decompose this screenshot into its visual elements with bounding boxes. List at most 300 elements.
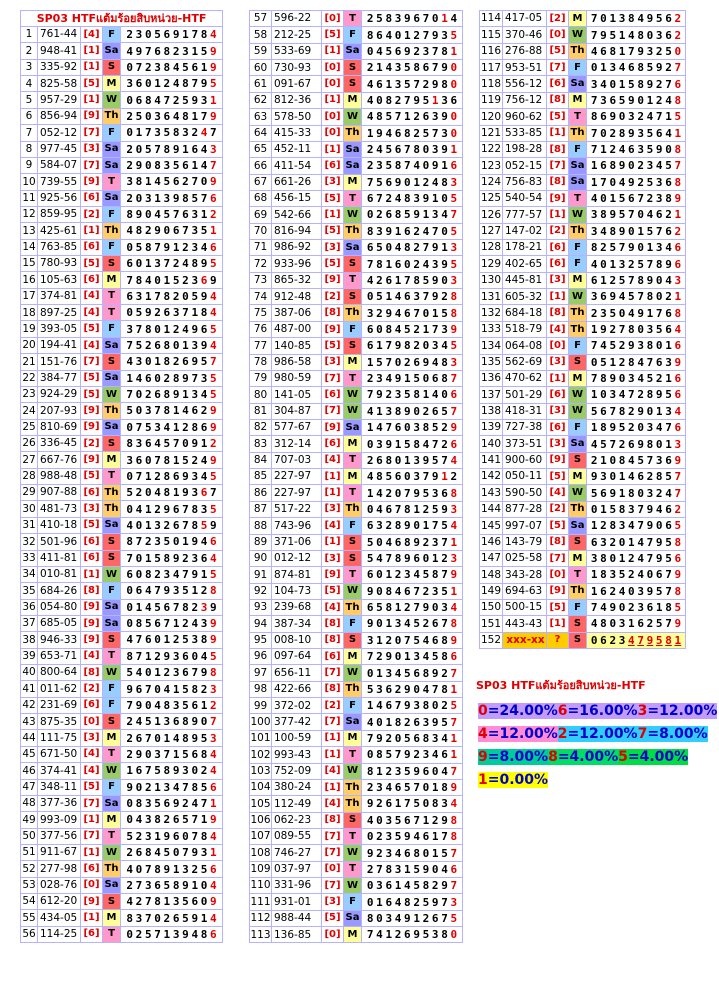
- bracket-digit: [7]: [322, 878, 344, 894]
- table-row: [250, 927, 463, 943]
- digit: 3: [431, 731, 439, 745]
- draw-number: 114-25: [38, 926, 81, 942]
- row-index: 116: [480, 43, 503, 59]
- draw-number: 707-03: [272, 452, 322, 468]
- digit: 3: [191, 633, 199, 647]
- digit-sequence: [362, 583, 463, 599]
- digit-sequence: [587, 321, 686, 337]
- digit: 3: [655, 175, 663, 189]
- digit: 8: [210, 584, 217, 598]
- digit: 0: [618, 535, 626, 549]
- bracket-digit: [1]: [547, 616, 569, 632]
- row-index: 120: [480, 109, 503, 125]
- bracket-digit: [6]: [81, 485, 103, 501]
- digit: 6: [413, 552, 420, 566]
- digit: 8: [163, 289, 171, 303]
- digit: 9: [210, 60, 217, 74]
- digit: 0: [637, 208, 644, 222]
- digit-sequence: [121, 566, 223, 582]
- digit: 9: [431, 895, 439, 909]
- digit: 2: [422, 77, 430, 91]
- day-badge: F: [569, 60, 587, 76]
- row-index: 141: [480, 452, 503, 468]
- table-row: [21, 305, 223, 321]
- digit: 3: [385, 911, 393, 925]
- digit: 5: [422, 895, 430, 909]
- digit: 4: [637, 12, 644, 26]
- digit: 5: [385, 110, 393, 124]
- digit: 8: [200, 28, 208, 42]
- digit: 5: [404, 323, 411, 336]
- bracket-digit: [0]: [322, 125, 344, 141]
- digit: 5: [144, 617, 152, 631]
- row-index: 112: [250, 910, 272, 926]
- digit: 1: [191, 878, 199, 892]
- table-row: [250, 583, 463, 599]
- draw-number: 812-36: [272, 92, 322, 108]
- digit: 1: [200, 208, 208, 222]
- digit: 8: [144, 93, 152, 107]
- digit-sequence: [121, 108, 223, 124]
- digit: 1: [144, 289, 152, 303]
- digit-sequence: [587, 632, 686, 648]
- table-row: [480, 60, 686, 76]
- digit: 7: [376, 192, 383, 206]
- digit: 0: [126, 584, 133, 598]
- digit: 0: [366, 290, 374, 304]
- day-badge: T: [344, 828, 362, 844]
- digit: 7: [200, 109, 208, 123]
- digit: 7: [618, 323, 626, 336]
- digit: 3: [655, 453, 663, 467]
- digit: 9: [135, 747, 143, 761]
- draw-number: 730-93: [272, 60, 322, 76]
- digit: 2: [404, 715, 411, 729]
- digit: 4: [182, 322, 189, 336]
- digit: 0: [366, 879, 374, 893]
- row-index: 110: [250, 878, 272, 894]
- digit: 9: [646, 273, 654, 287]
- digit: 0: [646, 28, 654, 42]
- draw-number: 372-02: [272, 698, 322, 714]
- digit: 7: [210, 486, 217, 500]
- digit: 4: [422, 650, 430, 664]
- day-badge: F: [103, 697, 121, 713]
- draw-number: 761-44: [38, 27, 81, 43]
- digit: 5: [163, 208, 171, 222]
- digit: 1: [210, 93, 217, 107]
- bracket-digit: [8]: [322, 681, 344, 697]
- digit: 1: [646, 93, 654, 107]
- digit: 6: [674, 552, 682, 566]
- stat-percent: =4.00%: [627, 749, 689, 765]
- table-row: [480, 599, 686, 615]
- table-row: [480, 27, 686, 43]
- digit: 0: [376, 911, 383, 925]
- digit: 3: [441, 126, 448, 140]
- table-row: [250, 354, 463, 370]
- digit: 5: [646, 372, 654, 386]
- digit: 0: [191, 649, 199, 663]
- digit: 1: [163, 731, 171, 745]
- digit: 4: [200, 453, 208, 467]
- bracket-digit: [5]: [322, 27, 344, 43]
- digit: 7: [646, 535, 654, 549]
- digit-sequence: [362, 616, 463, 632]
- digit: 4: [376, 928, 383, 942]
- digit: 0: [431, 699, 439, 713]
- digit: 3: [646, 323, 654, 336]
- table-row: [250, 845, 463, 861]
- results-table-col2: [249, 10, 463, 943]
- digit: 4: [394, 323, 402, 336]
- digit-sequence: [362, 305, 463, 321]
- digit: 9: [404, 44, 411, 58]
- digit: 1: [590, 323, 598, 336]
- digit: 7: [609, 404, 617, 418]
- row-index: 115: [480, 27, 503, 43]
- digit: 5: [609, 339, 617, 353]
- digit-sequence: [121, 125, 223, 141]
- draw-number: 960-62: [503, 109, 547, 125]
- bracket-digit: [1]: [322, 747, 344, 763]
- draw-number: 727-38: [503, 419, 547, 435]
- digit: 1: [163, 927, 171, 941]
- draw-number: 374-41: [38, 763, 81, 779]
- digit: 2: [366, 453, 374, 467]
- digit: 5: [200, 44, 208, 58]
- digit: 0: [422, 372, 430, 386]
- draw-number: 859-95: [38, 206, 81, 222]
- digit: 5: [182, 93, 189, 107]
- digit: 9: [200, 257, 208, 271]
- digit: 0: [637, 421, 644, 435]
- row-index: 129: [480, 256, 503, 272]
- digit: 3: [135, 355, 143, 369]
- digit: 3: [431, 535, 439, 549]
- day-badge: Sa: [103, 877, 121, 893]
- digit: 6: [200, 322, 208, 336]
- digit: 2: [600, 241, 607, 255]
- digit: 4: [366, 77, 374, 91]
- digit: 9: [404, 748, 411, 762]
- table-row: [21, 288, 223, 304]
- day-badge: T: [344, 370, 362, 386]
- digit: 8: [646, 388, 654, 402]
- table-row: [250, 469, 463, 485]
- digit: 6: [135, 764, 143, 778]
- digit: 9: [674, 355, 682, 369]
- day-badge: S: [103, 256, 121, 272]
- stat-line: [476, 724, 710, 745]
- digit: 2: [126, 846, 133, 860]
- day-badge: F: [103, 206, 121, 222]
- digit: 3: [191, 240, 199, 254]
- digit: 0: [450, 928, 458, 942]
- digit: 8: [385, 453, 393, 467]
- digit: 9: [126, 780, 133, 794]
- table-row: [21, 435, 223, 451]
- table-row: [250, 779, 463, 795]
- table-row: [480, 272, 686, 288]
- table-row: [21, 681, 223, 697]
- digit: 0: [144, 698, 152, 712]
- digit: 6: [135, 682, 143, 696]
- stat-digit: 7: [637, 726, 648, 742]
- digit: 8: [144, 240, 152, 254]
- day-badge: W: [344, 109, 362, 125]
- digit: 1: [609, 257, 617, 271]
- draw-number: 276-88: [503, 43, 547, 59]
- digit: 9: [172, 28, 180, 42]
- draw-number: 948-41: [38, 43, 81, 59]
- digit-sequence: [362, 223, 463, 239]
- row-index: 100: [250, 714, 272, 730]
- digit: 8: [135, 797, 143, 811]
- digit: 2: [674, 502, 682, 516]
- digit: 9: [404, 12, 411, 26]
- digit: 6: [135, 77, 143, 91]
- digit: 5: [366, 535, 374, 549]
- digit: 4: [441, 731, 448, 745]
- digit: 0: [394, 486, 402, 500]
- digit: 3: [126, 77, 133, 91]
- digit: 4: [394, 846, 402, 860]
- digit: 8: [404, 502, 411, 516]
- digit: 3: [172, 649, 180, 663]
- digit: 0: [144, 486, 152, 500]
- day-badge: Th: [103, 403, 121, 419]
- day-badge: Th: [344, 125, 362, 141]
- digit-sequence: [121, 92, 223, 108]
- digit: 4: [637, 355, 644, 369]
- table-row: [250, 240, 463, 256]
- bracket-digit: [3]: [322, 501, 344, 517]
- digit: 3: [191, 469, 199, 483]
- digit: 4: [163, 420, 171, 434]
- table-row: [250, 190, 463, 206]
- draw-number: 304-87: [272, 403, 322, 419]
- digit: 3: [441, 93, 448, 107]
- digit: 7: [126, 339, 133, 352]
- digit-sequence: [587, 419, 686, 435]
- day-badge: S: [344, 812, 362, 828]
- digit: 8: [200, 306, 208, 320]
- bracket-digit: ?: [547, 632, 569, 648]
- digit: 8: [135, 224, 143, 238]
- day-badge: M: [569, 550, 587, 566]
- bracket-digit: [9]: [322, 419, 344, 435]
- bracket-digit: [1]: [547, 289, 569, 305]
- digit: 8: [637, 28, 644, 42]
- digit: 3: [182, 862, 189, 876]
- digit: 9: [404, 830, 411, 844]
- draw-number: 816-94: [272, 223, 322, 239]
- digit: 1: [590, 584, 598, 598]
- digit: 0: [637, 486, 644, 500]
- draw-number: 434-05: [38, 910, 81, 926]
- digit: 7: [404, 273, 411, 287]
- draw-number: 141-05: [272, 387, 322, 403]
- digit: 6: [674, 257, 682, 271]
- digit: 1: [441, 470, 448, 484]
- digit: 9: [655, 552, 663, 566]
- digit: 9: [182, 469, 189, 483]
- digit: 1: [600, 61, 607, 75]
- table-row: [250, 567, 463, 583]
- digit: 1: [441, 159, 448, 173]
- digit: 3: [172, 698, 180, 712]
- table-row: [250, 828, 463, 844]
- digit: 6: [590, 273, 598, 287]
- stat-percent: =12.00%: [647, 703, 718, 719]
- table-row: [250, 436, 463, 452]
- day-badge: M: [344, 436, 362, 452]
- digit: 0: [135, 257, 143, 271]
- day-badge: S: [103, 435, 121, 451]
- digit: 5: [590, 404, 598, 418]
- digit: 0: [609, 453, 617, 467]
- digit: 9: [618, 159, 626, 173]
- digit: 6: [385, 895, 393, 909]
- digit: 8: [413, 273, 420, 287]
- digit: 1: [394, 224, 402, 238]
- digit: 1: [413, 502, 420, 516]
- digit: 5: [135, 240, 143, 254]
- day-badge: S: [103, 534, 121, 550]
- digit: 3: [450, 241, 458, 255]
- digit: 3: [163, 715, 171, 729]
- digit: 9: [637, 404, 644, 418]
- digit-sequence: [587, 436, 686, 452]
- digit: 8: [182, 715, 189, 729]
- row-index: 127: [480, 223, 503, 239]
- digit: 7: [450, 764, 458, 778]
- digit: 1: [450, 44, 458, 58]
- row-index: 38: [21, 632, 38, 648]
- digit-sequence: [121, 812, 223, 828]
- digit: 1: [200, 568, 208, 582]
- digit: 7: [394, 748, 402, 762]
- digit: 1: [163, 273, 171, 287]
- draw-number: 331-96: [272, 878, 322, 894]
- digit: 0: [674, 44, 682, 58]
- digit: 8: [609, 224, 617, 238]
- digit-sequence: [587, 174, 686, 190]
- digit: 3: [385, 830, 393, 844]
- digit: 9: [655, 388, 663, 402]
- bracket-digit: [5]: [322, 256, 344, 272]
- bracket-digit: [7]: [81, 828, 103, 844]
- digit: 0: [376, 617, 383, 631]
- bracket-digit: [5]: [81, 256, 103, 272]
- draw-number: 517-22: [272, 501, 322, 517]
- bracket-digit: [1]: [322, 469, 344, 485]
- row-index: 86: [250, 485, 272, 501]
- digit: 6: [590, 535, 598, 549]
- digit: 4: [135, 715, 143, 729]
- stat-item: [548, 749, 618, 765]
- digit: 9: [646, 77, 654, 91]
- digit: 0: [628, 584, 635, 598]
- digit: 9: [450, 323, 458, 336]
- digit: 9: [191, 731, 199, 745]
- draw-number: 977-45: [38, 141, 81, 157]
- digit: 1: [450, 731, 458, 745]
- digit: 6: [600, 486, 607, 500]
- digit: 9: [394, 175, 402, 189]
- table-row: [480, 469, 686, 485]
- digit: 6: [191, 698, 199, 712]
- digit: 0: [441, 273, 448, 287]
- digit: 7: [385, 339, 393, 353]
- digit: 8: [163, 142, 171, 156]
- digit: 1: [600, 273, 607, 287]
- digit: 4: [210, 306, 217, 320]
- digit: 2: [590, 306, 598, 320]
- digit: 1: [674, 290, 682, 304]
- digit: 1: [450, 143, 458, 157]
- digit: 9: [637, 44, 644, 58]
- table-row: [21, 730, 223, 746]
- digit: 1: [210, 846, 217, 860]
- digit: 3: [609, 388, 617, 402]
- digit: 8: [609, 44, 617, 58]
- digit: 9: [441, 257, 448, 271]
- digit: 1: [154, 666, 161, 680]
- digit: 0: [154, 371, 161, 385]
- digit: 8: [441, 372, 448, 386]
- row-index: 85: [250, 469, 272, 485]
- digit: 1: [413, 911, 420, 925]
- digit: 0: [126, 126, 133, 140]
- row-index: 128: [480, 240, 503, 256]
- digit: 1: [200, 437, 208, 451]
- digit: 4: [376, 44, 383, 58]
- digit-sequence: [362, 763, 463, 779]
- day-badge: Sa: [569, 436, 587, 452]
- digit: 6: [655, 568, 663, 582]
- row-index: 113: [250, 927, 272, 943]
- table-row: [21, 386, 223, 402]
- digit: 3: [376, 682, 383, 696]
- bracket-digit: [3]: [547, 354, 569, 370]
- row-index: 29: [21, 485, 38, 501]
- draw-number: 997-07: [503, 518, 547, 534]
- day-badge: T: [344, 11, 362, 27]
- draw-number: 010-81: [38, 566, 81, 582]
- digit: 1: [172, 453, 180, 467]
- draw-number: 105-63: [38, 272, 81, 288]
- table-row: [21, 828, 223, 844]
- digit: 1: [394, 797, 402, 811]
- digit: 7: [646, 355, 654, 369]
- digit-sequence: [121, 419, 223, 435]
- digit: 3: [200, 502, 208, 516]
- digit: 0: [628, 159, 635, 173]
- stat-percent: =12.00%: [487, 726, 558, 742]
- day-badge: T: [344, 272, 362, 288]
- digit: 5: [600, 355, 607, 369]
- digit: 8: [163, 388, 171, 402]
- digit: 6: [665, 28, 672, 42]
- table-row: [21, 76, 223, 92]
- draw-number: 856-94: [38, 108, 81, 124]
- digit: 2: [182, 175, 189, 189]
- digit: 3: [422, 715, 430, 729]
- table-row: [480, 452, 686, 468]
- draw-number: 100-59: [272, 730, 322, 746]
